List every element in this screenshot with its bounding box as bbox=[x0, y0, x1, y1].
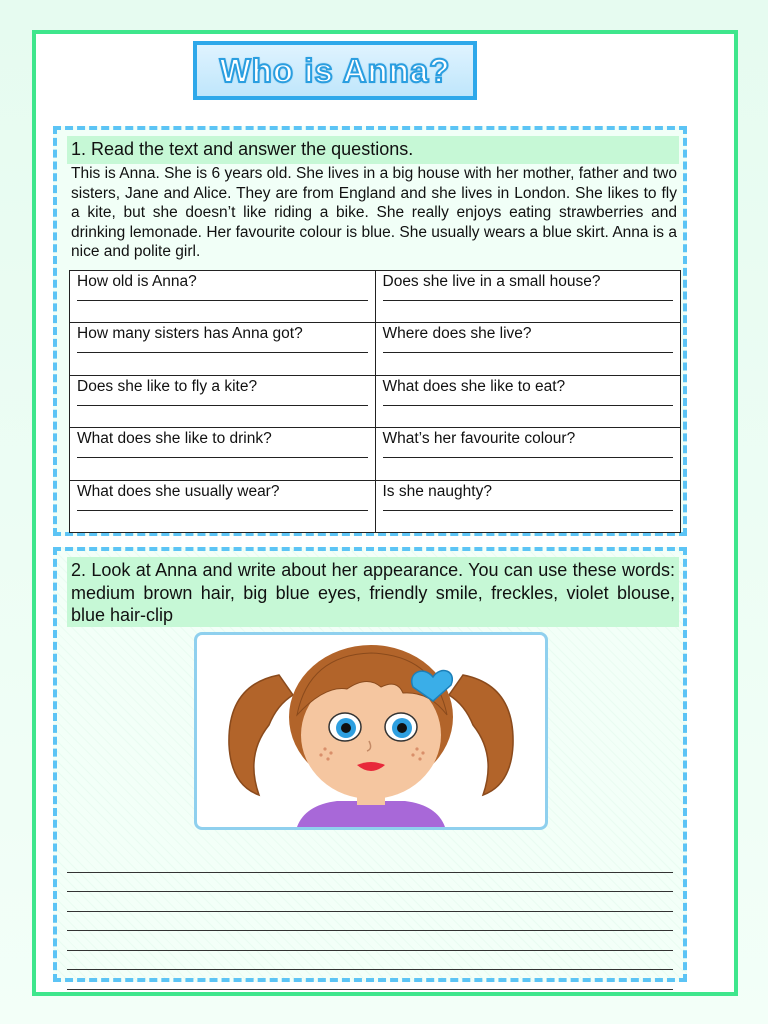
table-row bbox=[70, 428, 681, 480]
answer-line[interactable] bbox=[77, 457, 368, 458]
question-cell bbox=[375, 480, 681, 532]
question-cell bbox=[375, 428, 681, 480]
answer-line[interactable] bbox=[77, 510, 368, 511]
question-cell bbox=[375, 271, 681, 323]
title-banner-inner bbox=[197, 45, 473, 96]
question-text: How old is Anna? bbox=[77, 273, 197, 290]
answer-line[interactable] bbox=[77, 300, 368, 301]
question-text: What does she like to drink? bbox=[77, 430, 272, 448]
question-text: Is she naughty? bbox=[382, 482, 492, 500]
question-cell bbox=[70, 271, 376, 323]
left-pigtail bbox=[229, 675, 293, 795]
table-row bbox=[70, 323, 681, 375]
questions-table bbox=[69, 270, 681, 533]
answer-line[interactable] bbox=[383, 405, 674, 406]
writing-lines bbox=[67, 853, 673, 990]
anna-picture-frame bbox=[194, 632, 548, 830]
worksheet-title: Who is Anna? bbox=[219, 51, 451, 89]
right-pupil bbox=[397, 723, 407, 733]
writing-line[interactable] bbox=[67, 892, 673, 912]
reading-section bbox=[53, 126, 687, 536]
table-row bbox=[70, 271, 681, 323]
writing-section bbox=[53, 547, 687, 982]
answer-line[interactable] bbox=[383, 457, 674, 458]
question-cell bbox=[375, 323, 681, 375]
question-text: What’s her favourite colour? bbox=[382, 430, 576, 448]
question-text: Does she live in a small house? bbox=[382, 273, 601, 290]
answer-line[interactable] bbox=[77, 352, 368, 353]
answer-line[interactable] bbox=[383, 352, 674, 353]
answer-line[interactable] bbox=[383, 510, 674, 511]
right-pigtail bbox=[449, 675, 513, 795]
reading-passage: This is Anna. She is 6 years old. She lives in a big house with her mother, father and two sisters, Jane and Alice. They are from England and she lives in London. She likes to fly a kite, but she doesn’t like riding a bike. She really enjoys eating strawberries and drinking lemonade. Her favourite colour is blue. She usually wears a blue skirt. Anna is a nice and polite girl. bbox=[71, 165, 677, 261]
writing-line[interactable] bbox=[67, 853, 673, 873]
answer-line[interactable] bbox=[383, 300, 674, 301]
writing-heading-strip bbox=[67, 557, 679, 627]
question-text: What does she like to eat? bbox=[382, 377, 566, 395]
question-text: What does she usually wear? bbox=[77, 482, 280, 500]
answer-line[interactable] bbox=[77, 405, 368, 406]
anna-illustration bbox=[197, 635, 545, 827]
question-text: Does she like to fly a kite? bbox=[77, 377, 258, 395]
question-cell bbox=[70, 375, 376, 427]
left-pupil bbox=[341, 723, 351, 733]
table-row bbox=[70, 375, 681, 427]
question-cell bbox=[70, 323, 376, 375]
writing-line[interactable] bbox=[67, 912, 673, 932]
writing-line[interactable] bbox=[67, 873, 673, 893]
title-banner bbox=[193, 41, 477, 100]
question-cell bbox=[70, 480, 376, 532]
question-cell bbox=[375, 375, 681, 427]
question-text: How many sisters has Anna got? bbox=[77, 325, 303, 343]
question-cell bbox=[70, 428, 376, 480]
reading-heading: 1. Read the text and answer the questions. bbox=[71, 139, 414, 159]
writing-line[interactable] bbox=[67, 951, 673, 971]
writing-line[interactable] bbox=[67, 970, 673, 990]
question-text: Where does she live? bbox=[382, 325, 532, 343]
reading-heading-strip bbox=[67, 136, 679, 164]
writing-line[interactable] bbox=[67, 931, 673, 951]
table-row bbox=[70, 480, 681, 532]
writing-heading: 2. Look at Anna and write about her appearance. You can use these words: medium brown hair, big blue eyes, friendly smile, freckles, violet blouse, blue hair-clip bbox=[71, 560, 675, 625]
